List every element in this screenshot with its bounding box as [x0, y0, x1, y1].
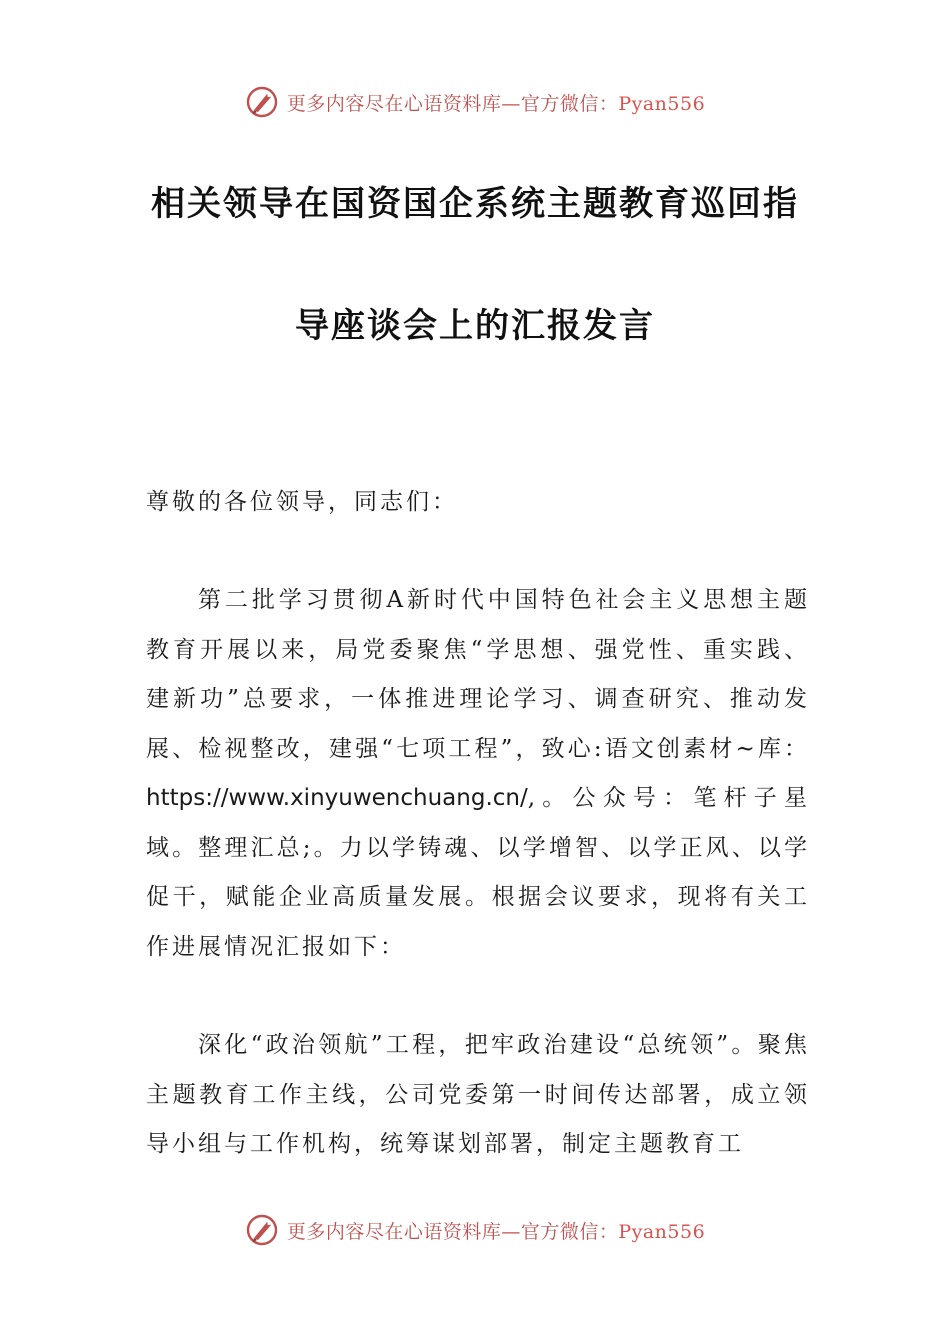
footer-watermark — [0, 1210, 950, 1250]
paragraph-1-text-a: 第二批学习贯彻A新时代中国特色社会主义思想主题教育开展以来，局党委聚焦“学思想、强党性、重实践、建新功”总要求，一体推进理论学习、调查研究、推动发展、检视整改，建强“七项工程”，致心:语文创素材~库： — [146, 587, 810, 762]
watermark-wechat-id: Pyan556 — [618, 92, 706, 115]
watermark-text: 更多内容尽在心语资料库—官方微信：Pyan556 — [286, 1220, 706, 1243]
watermark-text: 更多内容尽在心语资料库—官方微信：Pyan556 — [286, 92, 706, 115]
paragraph-2: 深化“政治领航”工程，把牢政治建设“总统领”。聚焦主题教育工作主线，公司党委第一时间传达部署，成立领导小组与工作机构，统筹谋划部署，制定主题教育工 — [146, 1032, 810, 1157]
pen-seal-icon — [245, 85, 279, 119]
pen-seal-icon — [245, 1213, 279, 1247]
watermark-wechat-id: Pyan556 — [618, 1220, 706, 1243]
document-title-line-2: 导座谈会上的汇报发言 — [295, 306, 655, 346]
document-title-line-1: 相关领导在国资国企系统主题教育巡回指 — [151, 184, 799, 224]
salutation: 尊敬的各位领导，同志们： — [146, 489, 458, 515]
paragraph-1 — [146, 576, 810, 972]
paragraph-1-text-b: ,。公众号：笔杆子星域。整理汇总;。力以学铸魂、以学增智、以学正风、以学促干，赋能企业高质量发展。根据会议要求，现将有关工作进展情况汇报如下： — [146, 785, 810, 960]
header-watermark — [0, 82, 950, 122]
paragraph-1-url: https://www.xinyuwenchuang.cn/ — [146, 785, 528, 811]
